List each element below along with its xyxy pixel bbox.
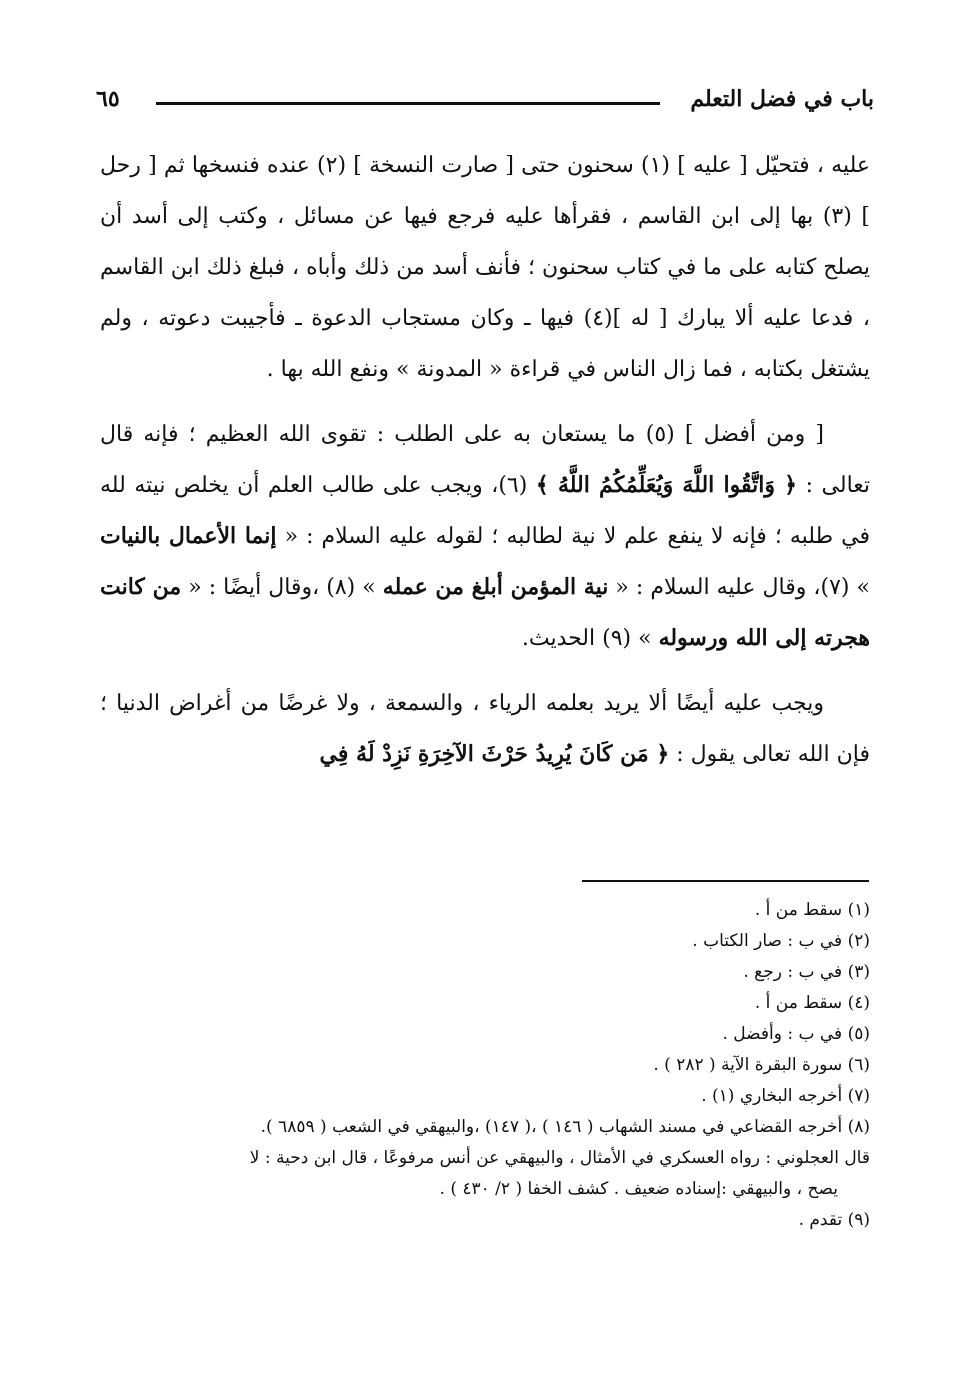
footnote-8-note-line-1: قال العجلوني : رواه العسكري في الأمثال ، والبيهقي عن أنس مرفوعًا ، قال ابن دحية : لا <box>249 1148 870 1168</box>
main-text <box>100 140 870 794</box>
footnote-separator <box>582 880 869 882</box>
footnote-5: (٥) في ب : وأفضل . <box>722 1024 870 1044</box>
header-rule <box>156 102 660 105</box>
chapter-title: باب في فضل التعلم <box>690 86 874 112</box>
footnote-9: (٩) تقدم . <box>798 1210 870 1230</box>
paragraph-2-part-5: » (٩) الحديث. <box>521 626 659 651</box>
footnote-3: (٣) في ب : رجع . <box>743 962 870 982</box>
footnotes <box>100 895 870 1236</box>
paragraph-2 <box>100 409 870 664</box>
page-number: ٦٥ <box>96 86 120 112</box>
paragraph-2-part-1: [ ومن أفضل ] (٥) ما يستعان به على الطلب : تقوى الله العظيم ؛ فإنه قال تعالى : <box>100 422 871 498</box>
paragraph-2-part-2: (٦)، ويجب على طالب العلم أن يخلص نيته لله في طلبه ؛ فإنه لا ينفع علم لا نية لطالبه ؛ لقوله عليه السلام : « <box>100 473 871 549</box>
footnote-2: (٢) في ب : صار الكتاب . <box>692 931 870 951</box>
footnote-4: (٤) سقط من أ . <box>754 993 870 1013</box>
paragraph-1: عليه ، فتحيّل [ عليه ] (١) سحنون حتى [ صارت النسخة ] (٢) عنده فنسخها ثم [ رحل ] (٣) بها إلى ابن القاسم ، فقرأها عليه فرجع فيها عن مسائل ، وكتب إلى أسد أن يصلح كتابه على ما في كتاب سحنون ؛ فأنف أسد من ذلك وأباه ، فبلغ ذلك ابن القاسم ، فدعا عليه ألا يبارك [ له ](٤) فيها ـ وكان مستجاب الدعوة ـ فأجيبت دعوته ، ولم يشتغل بكتابه ، فما زال الناس في قراءة « المدونة » ونفع الله بها . <box>100 153 871 382</box>
hadith-quote-2: نية المؤمن أبلغ من عمله <box>382 574 609 600</box>
paragraph-2-part-3: » (٧)، وقال عليه السلام : « <box>608 575 870 600</box>
footnote-1: (١) سقط من أ . <box>754 900 870 920</box>
hadith-quote-3: من كانت هجرته إلى الله ورسوله <box>100 574 870 651</box>
footnote-8: (٨) أخرجه القضاعي في مسند الشهاب ( ١٤٦ ) ،( ١٤٧) ،والبيهقي في الشعب ( ٦٨٥٩ ). <box>260 1117 870 1137</box>
footnote-6: (٦) سورة البقرة الآية ( ٢٨٢ ) . <box>653 1055 870 1075</box>
paragraph-3 <box>100 678 870 780</box>
footnote-7: (٧) أخرجه البخاري (١) . <box>701 1086 870 1106</box>
footnote-8-note-line-2: يصح ، والبيهقي :إسناده ضعيف . كشف الخفا ( ٢/ ٤٣٠ ) . <box>439 1179 838 1199</box>
quran-verse-1: ﴿ وَاتَّقُوا اللَّهَ وَيُعَلِّمُكُمُ اللَّهُ ﴾ <box>535 472 798 498</box>
running-header <box>96 82 874 122</box>
quran-verse-2: ﴿ مَن كَانَ يُرِيدُ حَرْثَ الآخِرَةِ نَزِدْ لَهُ فِي <box>319 741 670 767</box>
paragraph-3-part-1: ويجب عليه أيضًا ألا يريد بعلمه الرياء ، والسمعة ، ولا غرضًا من أغراض الدنيا ؛ فإن الله تعالى يقول : <box>100 691 870 767</box>
hadith-quote-1: إنما الأعمال بالنيات <box>100 523 277 549</box>
paragraph-2-part-4: » (٨) ،وقال أيضًا : « <box>181 575 383 600</box>
